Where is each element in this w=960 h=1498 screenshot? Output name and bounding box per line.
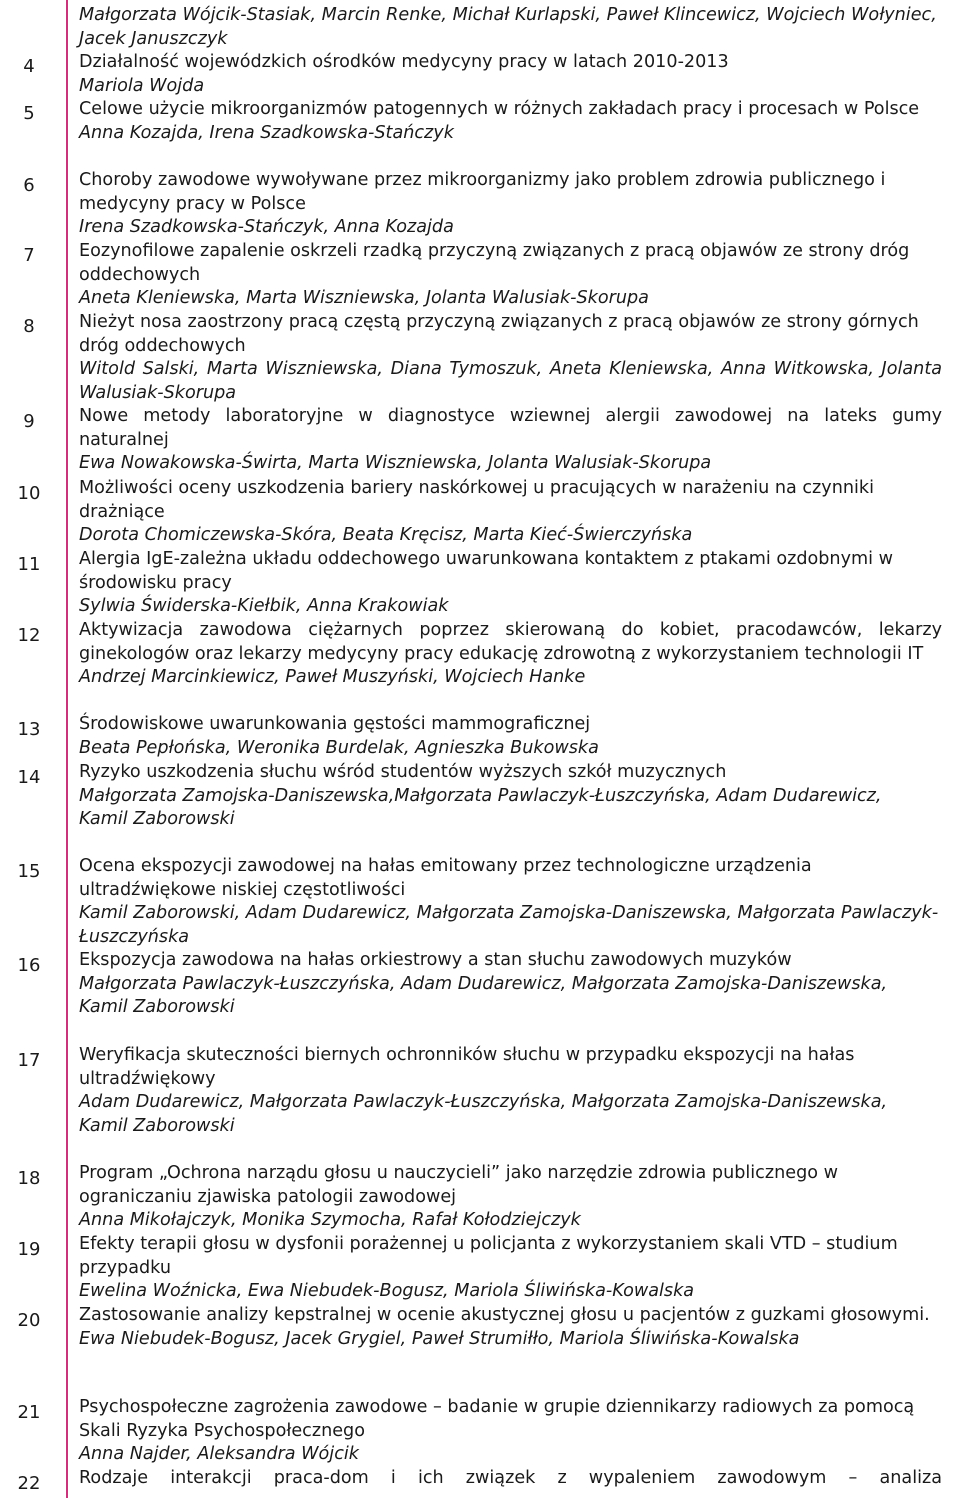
list-item bbox=[79, 169, 942, 240]
entry-authors: Anna Najder, Aleksandra Wójcik bbox=[79, 1444, 359, 1465]
list-item bbox=[79, 1162, 942, 1233]
entry-number: 14 bbox=[17, 767, 41, 788]
list-item bbox=[79, 1467, 942, 1491]
entry-number: 18 bbox=[17, 1168, 41, 1189]
entry-number: 9 bbox=[23, 411, 35, 432]
entry-authors: Irena Szadkowska-Stańczyk, Anna Kozajda bbox=[79, 217, 454, 238]
list-item bbox=[79, 1396, 942, 1467]
column-divider bbox=[66, 0, 68, 1498]
entry-number: 22 bbox=[17, 1473, 41, 1494]
list-item bbox=[79, 855, 942, 949]
entry-title: Aktywizacja zawodowa ciężarnych poprzez skierowaną do kobiet, pracodawców, lekarzy ginekologów oraz lekarzy medycyny pracy edukację zdrowotną z wykorzystaniem technologii IT bbox=[79, 620, 942, 664]
entry-authors: Anna Kozajda, Irena Szadkowska-Stańczyk bbox=[79, 122, 454, 143]
list-item bbox=[79, 98, 942, 145]
entry-title: Ryzyko uszkodzenia słuchu wśród studentów wyższych szkół muzycznych bbox=[79, 762, 727, 782]
list-item bbox=[79, 240, 942, 311]
entry-authors: Ewa Nowakowska-Świrta, Marta Wiszniewska, Jolanta Walusiak-Skorupa bbox=[79, 453, 712, 474]
list-item bbox=[79, 1233, 942, 1304]
list-item bbox=[79, 311, 942, 405]
entry-authors: Małgorzata Pawlaczyk-Łuszczyńska, Adam Dudarewicz, Małgorzata Zamojska-Daniszewska, Kamil Zaborowski bbox=[79, 973, 888, 1018]
entry-number: 11 bbox=[17, 554, 41, 575]
entry-title: Ocena ekspozycji zawodowej na hałas emitowany przez technologiczne urządzenia ultradźwiękowe niskiej częstotliwości bbox=[79, 856, 812, 900]
entry-number: 21 bbox=[17, 1402, 41, 1423]
entry-authors: Aneta Kleniewska, Marta Wiszniewska, Jolanta Walusiak-Skorupa bbox=[79, 288, 649, 309]
entry-title: Eozynofilowe zapalenie oskrzeli rzadką przyczyną związanych z pracą objawów ze strony dróg oddechowych bbox=[79, 241, 910, 285]
list-item bbox=[79, 713, 942, 760]
entry-number: 12 bbox=[17, 625, 41, 646]
entry-number: 10 bbox=[17, 483, 41, 504]
list-item bbox=[79, 51, 942, 98]
entry-authors: Adam Dudarewicz, Małgorzata Pawlaczyk-Łuszczyńska, Małgorzata Zamojska-Daniszewska, Kamil Zaborowski bbox=[79, 1092, 888, 1136]
entry-authors: Witold Salski, Marta Wiszniewska, Diana Tymoszuk, Aneta Kleniewska, Anna Witkowska, Jolanta Walusiak-Skorupa bbox=[79, 359, 942, 403]
list-item bbox=[79, 1044, 942, 1138]
entry-title: Środowiskowe uwarunkowania gęstości mammograficznej bbox=[79, 714, 591, 734]
entry-title: Rodzaje interakcji praca-dom i ich związek z wypaleniem zawodowym – analiza bbox=[79, 1468, 942, 1488]
entry-authors: Kamil Zaborowski, Adam Dudarewicz, Małgorzata Zamojska-Daniszewska, Małgorzata Pawlaczyk-Łuszczyńska bbox=[79, 903, 939, 947]
list-item bbox=[79, 405, 942, 476]
list-item bbox=[79, 477, 942, 548]
entry-authors: Beata Pepłońska, Weronika Burdelak, Agnieszka Bukowska bbox=[79, 737, 599, 758]
entry-number: 20 bbox=[17, 1310, 41, 1331]
entry-authors: Małgorzata Zamojska-Daniszewska,Małgorzata Pawlaczyk-Łuszczyńska, Adam Dudarewicz, Kamil Zaborowski bbox=[79, 785, 882, 830]
entry-number: 19 bbox=[17, 1239, 41, 1260]
entry-title: Psychospołeczne zagrożenia zawodowe – badanie w grupie dziennikarzy radiowych za pomocą Skali Ryzyka Psychospołecznego bbox=[79, 1397, 915, 1441]
list-item bbox=[79, 1304, 942, 1351]
entry-number: 13 bbox=[17, 719, 41, 740]
entry-number: 8 bbox=[23, 316, 35, 337]
list-item bbox=[79, 761, 942, 832]
list-item bbox=[79, 548, 942, 619]
entry-title: Nowe metody laboratoryjne w diagnostyce wziewnej alergii zawodowej na lateks gumy naturalnej bbox=[79, 406, 942, 450]
entry-title: Ekspozycja zawodowa na hałas orkiestrowy a stan słuchu zawodowych muzyków bbox=[79, 950, 792, 970]
list-item bbox=[79, 949, 942, 1020]
entry-number: 16 bbox=[17, 955, 41, 976]
entry-number: 5 bbox=[23, 103, 35, 124]
entry-number: 6 bbox=[23, 175, 35, 196]
entry-number: 15 bbox=[17, 861, 41, 882]
entry-title: Weryfikacja skuteczności biernych ochronników słuchu w przypadku ekspozycji na hałas ultradźwiękowy bbox=[79, 1045, 855, 1089]
entry-title: Działalność wojewódzkich ośrodków medycyny pracy w latach 2010-2013 bbox=[79, 52, 729, 72]
entry-authors: Sylwia Świderska-Kiełbik, Anna Krakowiak bbox=[79, 596, 449, 617]
entry-authors: Ewelina Woźnicka, Ewa Niebudek-Bogusz, Mariola Śliwińska-Kowalska bbox=[79, 1281, 695, 1302]
entry-title: Możliwości oceny uszkodzenia bariery naskórkowej u pracujących w narażeniu na czynniki drażniące bbox=[79, 478, 874, 522]
entry-title: Nieżyt nosa zaostrzony pracą częstą przyczyną związanych z pracą objawów ze strony górnych dróg oddechowych bbox=[79, 312, 919, 356]
entry-title: Celowe użycie mikroorganizmów patogennych w różnych zakładach pracy i procesach w Polsce bbox=[79, 99, 920, 119]
entry-title: Alergia IgE-zależna układu oddechowego uwarunkowana kontaktem z ptakami ozdobnymi w środowisku pracy bbox=[79, 549, 893, 593]
entry-authors: Ewa Niebudek-Bogusz, Jacek Grygiel, Paweł Strumiłło, Mariola Śliwińska-Kowalska bbox=[79, 1328, 800, 1349]
entry-authors: Dorota Chomiczewska-Skóra, Beata Kręcisz, Marta Kieć-Świerczyńska bbox=[79, 525, 693, 546]
entry-authors: Anna Mikołajczyk, Monika Szymocha, Rafał Kołodziejczyk bbox=[79, 1210, 581, 1231]
entry-number: 4 bbox=[23, 56, 35, 77]
entry-title: Choroby zawodowe wywoływane przez mikroorganizmy jako problem zdrowia publicznego i medycyny pracy w Polsce bbox=[79, 170, 886, 214]
entry-title: Zastosowanie analizy kepstralnej w ocenie akustycznej głosu u pacjentów z guzkami głosowymi. bbox=[79, 1305, 930, 1325]
entry-authors: Mariola Wojda bbox=[79, 75, 205, 96]
entry-authors: Andrzej Marcinkiewicz, Paweł Muszyński, Wojciech Hanke bbox=[79, 667, 586, 688]
entry-title: Efekty terapii głosu w dysfonii porażennej u policjanta z wykorzystaniem skali VTD – studium przypadku bbox=[79, 1234, 898, 1278]
entry-authors: Małgorzata Wójcik-Stasiak, Marcin Renke, Michał Kurlapski, Paweł Klincewicz, Wojciech Wołyniec, Jacek Januszczyk bbox=[79, 5, 937, 49]
list-item bbox=[79, 4, 942, 51]
entry-title: Program „Ochrona narządu głosu u nauczycieli” jako narzędzie zdrowia publicznego w ograniczaniu zjawiska patologii zawodowej bbox=[79, 1163, 838, 1207]
list-item bbox=[79, 619, 942, 690]
entry-number: 17 bbox=[17, 1050, 41, 1071]
entry-number: 7 bbox=[23, 245, 35, 266]
